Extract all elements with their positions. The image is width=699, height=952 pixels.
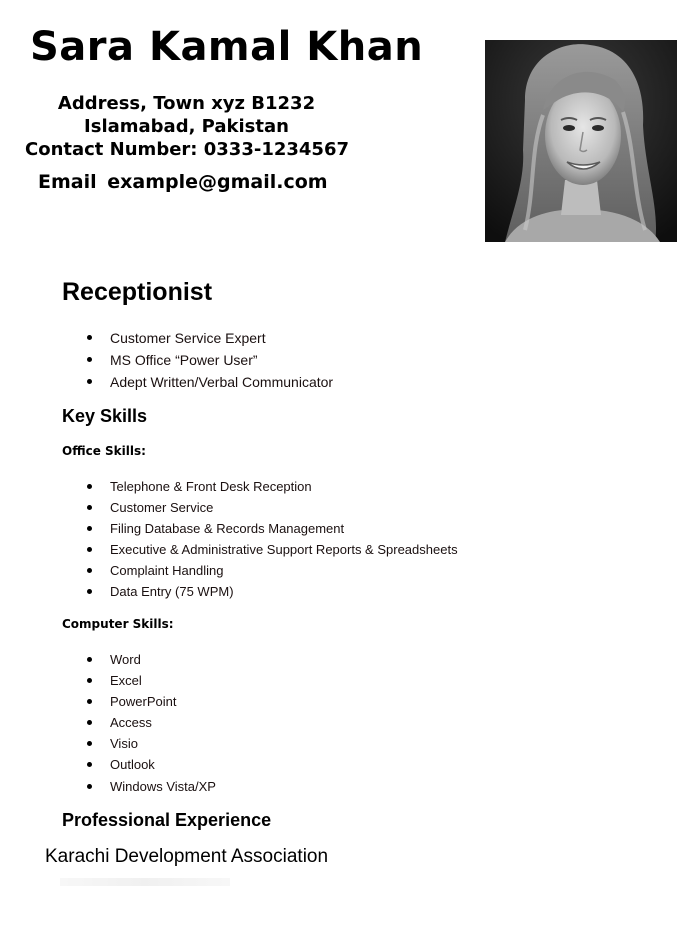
list-item: Excel [62,670,216,691]
list-item: Windows Vista/XP [62,776,216,797]
list-item: MS Office “Power User” [62,349,333,371]
list-item: Executive & Administrative Support Reports & Spreadsheets [62,539,458,560]
address-line-1: Address, Town xyz B1232 [57,93,316,114]
key-skills-heading: Key Skills [62,406,148,426]
employer-name: Karachi Development Association [45,846,329,867]
address-line-2: Islamabad, Pakistan [84,116,289,137]
computer-skills-heading: Computer Skills: [62,617,174,631]
office-skills-list [62,476,458,603]
summary-list [62,327,333,393]
candidate-name: Sara Kamal Khan [30,24,424,70]
list-item: Complaint Handling [62,560,458,581]
list-item: Word [62,649,216,670]
contact-number: Contact Number: 0333-1234567 [25,139,349,160]
list-item: Filing Database & Records Management [62,518,458,539]
list-item: PowerPoint [62,691,216,712]
list-item: Customer Service [62,497,458,518]
list-item: Data Entry (75 WPM) [62,581,458,602]
list-item: Adept Written/Verbal Communicator [62,371,333,393]
list-item: Access [62,712,216,733]
portrait-photo [485,40,677,242]
faded-text-line [60,878,230,886]
portrait-photo-icon [485,40,677,242]
office-skills-heading: Office Skills: [62,444,146,458]
list-item: Telephone & Front Desk Reception [62,476,458,497]
list-item: Outlook [62,754,216,775]
computer-skills-list [62,649,216,797]
list-item: Customer Service Expert [62,327,333,349]
email-address: Email example@gmail.com [38,171,328,193]
job-title: Receptionist [62,278,213,306]
professional-experience-heading: Professional Experience [62,810,272,830]
list-item: Visio [62,733,216,754]
